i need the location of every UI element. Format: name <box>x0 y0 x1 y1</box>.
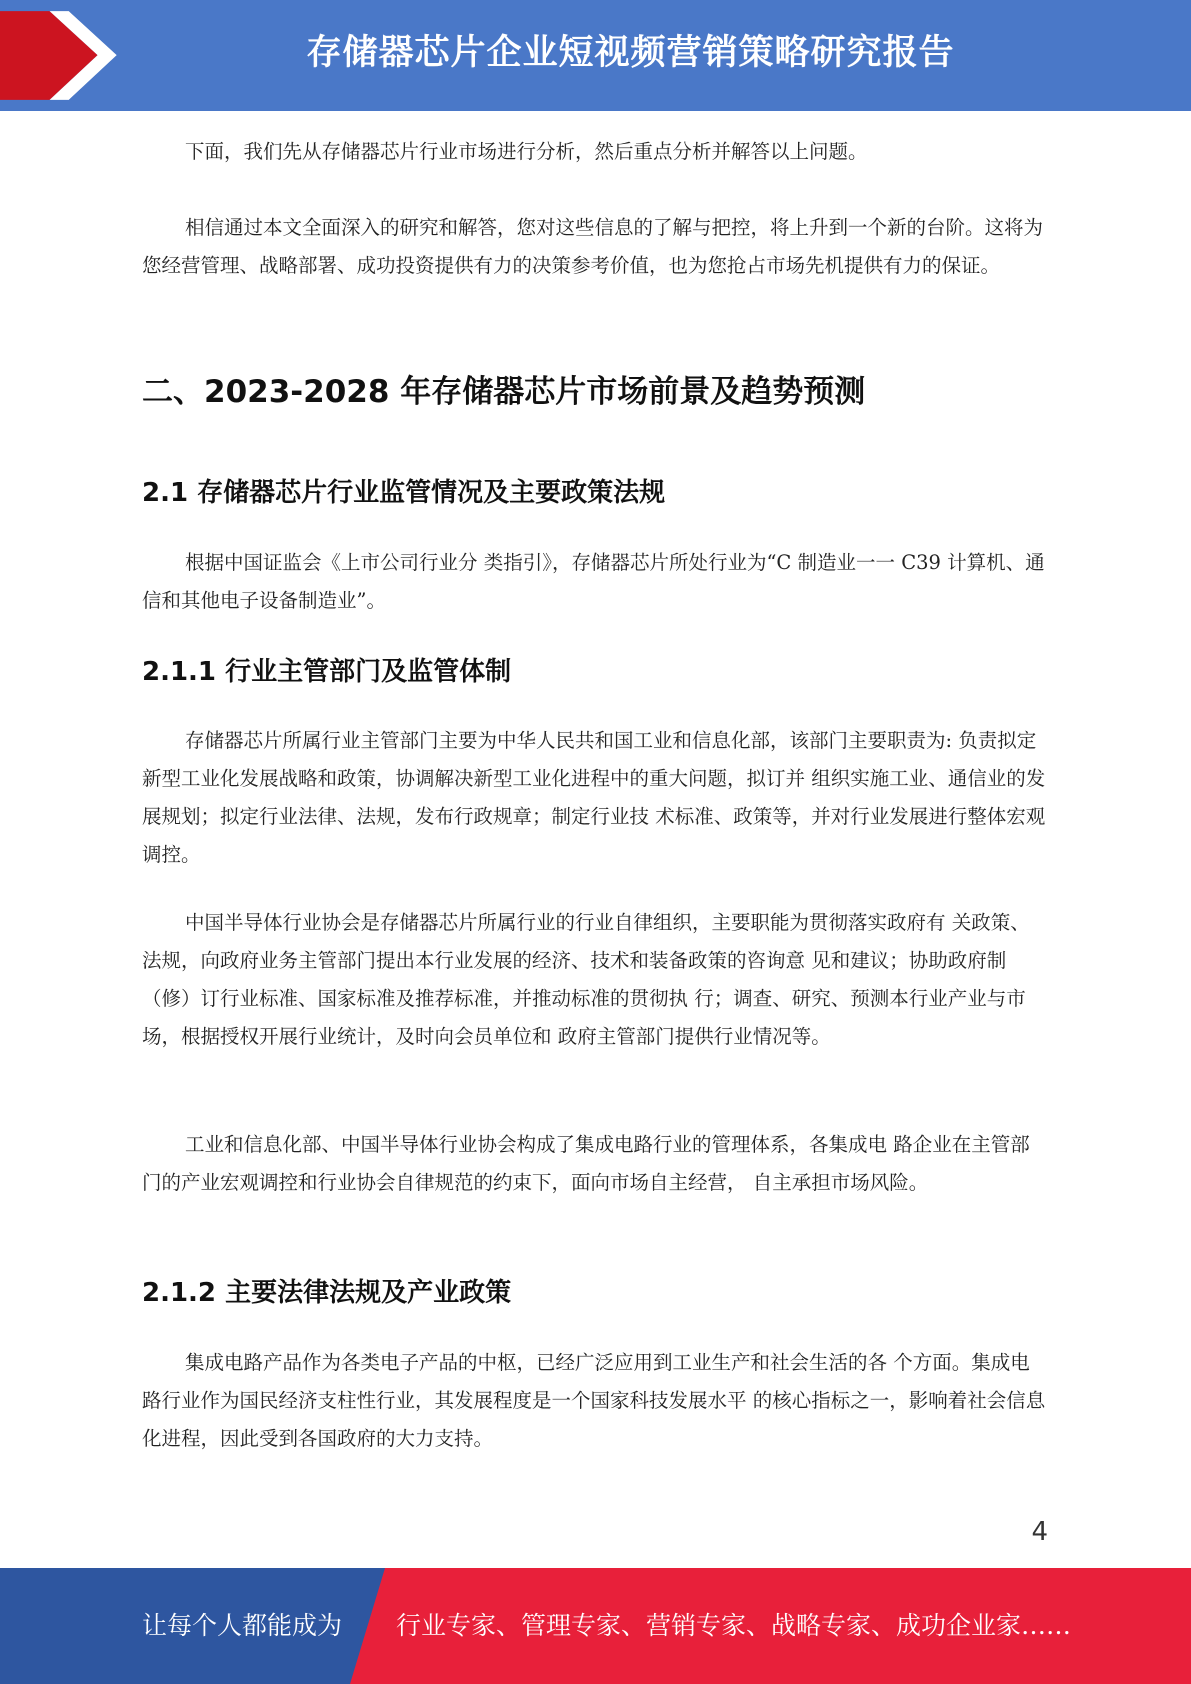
paragraph-regulator: 存储器芯片所属行业主管部门主要为中华人民共和国工业和信息化部，该部门主要职责为: 负责拟定新型工业化发展战略和政策，协调解决新型工业化进程中的重大问题，拟订并 组织实施工业、通信业的发展规划；拟定行业法律、法规，发布行政规章；制定行业技 术标准、政策等，并对行业发展进行整体宏观调控。 <box>142 729 1046 866</box>
subsection-heading-2-1-1: 2.1.1 行业主管部门及监管体制 <box>142 657 512 687</box>
section-heading: 二、2023-2028 年存储器芯片市场前景及趋势预测 <box>142 374 866 410</box>
footer-slogan-right: 行业专家、管理专家、营销专家、战略专家、成功企业家…… <box>396 1611 1072 1640</box>
page-number: 4 <box>1031 1517 1048 1547</box>
report-title: 存储器芯片企业短视频营销策略研究报告 <box>306 33 955 73</box>
paragraph-intro: 下面，我们先从存储器芯片行业市场进行分析，然后重点分析并解答以上问题。 <box>185 140 868 163</box>
paragraph-management-system: 工业和信息化部、中国半导体行业协会构成了集成电路行业的管理体系，各集成电 路企业在主管部门的产业宏观调控和行业协会自律规范的约束下，面向市场自主经营， 自主承担市场风险。 <box>142 1133 1030 1194</box>
page-header <box>0 0 1191 111</box>
paragraph-association: 中国半导体行业协会是存储器芯片所属行业的行业自律组织，主要职能为贯彻落实政府有 关政策、法规，向政府业务主管部门提出本行业发展的经济、技术和装备政策的咨询意 见和建议；协助政府制（修）订行业标准、国家标准及推荐标准，并推动标准的贯彻执 行；调查、研究、预测本行业产业与市场，根据授权开展行业统计，及时向会员单位和 政府主管部门提供行业情况等。 <box>142 911 1030 1048</box>
subsection-heading-2-1: 2.1 存储器芯片行业监管情况及主要政策法规 <box>142 478 666 508</box>
subsection-heading-2-1-2: 2.1.2 主要法律法规及产业政策 <box>142 1278 512 1308</box>
footer-slogan-left: 让每个人都能成为 <box>142 1611 343 1640</box>
paragraph-value: 相信通过本文全面深入的研究和解答，您对这些信息的了解与把控，将上升到一个新的台阶。这将为您经营管理、战略部署、成功投资提供有力的决策参考价值，也为您抢占市场先机提供有力的保证。 <box>142 216 1044 277</box>
paragraph-policy: 集成电路产品作为各类电子产品的中枢，已经广泛应用到工业生产和社会生活的各 个方面。集成电路行业作为国民经济支柱性行业，其发展程度是一个国家科技发展水平 的核心指标之一，影响着社会信息化进程，因此受到各国政府的大力支持。 <box>142 1351 1046 1450</box>
page-footer <box>0 1568 1191 1684</box>
header-arrow-decoration <box>0 0 120 111</box>
paragraph-industry-classification: 根据中国证监会《上市公司行业分 类指引》，存储器芯片所处行业为“C 制造业一一 C39 计算机、通信和其他电子设备制造业”。 <box>142 551 1045 612</box>
